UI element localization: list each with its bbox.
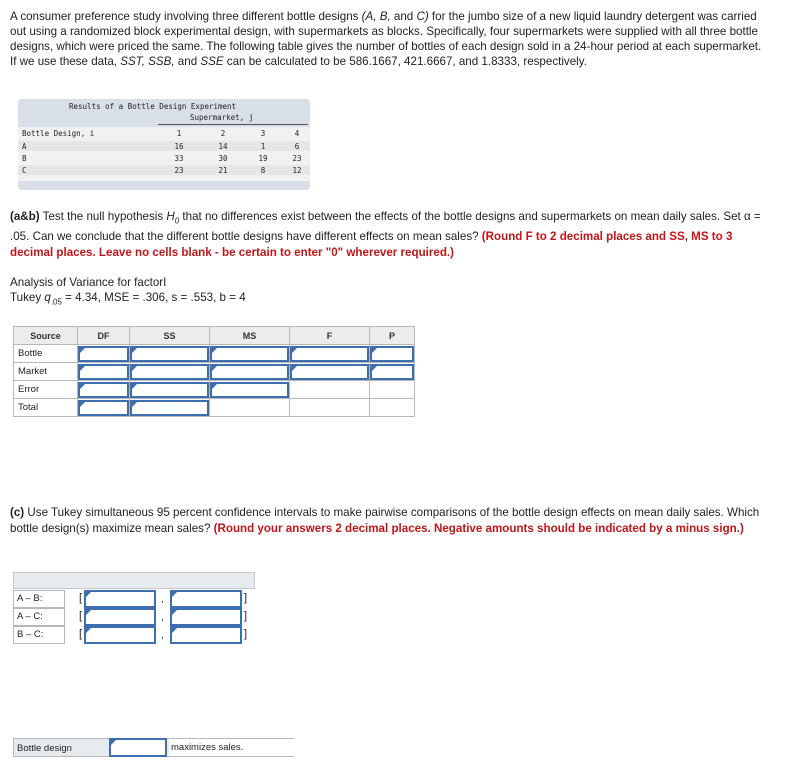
ms-market-input[interactable]	[210, 364, 289, 380]
ms-bottle-input[interactable]	[210, 346, 289, 362]
data-row	[18, 142, 310, 153]
p-bottle-input[interactable]	[370, 346, 414, 362]
col-ss: SS	[130, 327, 210, 345]
intro-text: A consumer preference study involving three different bottle designs	[10, 10, 362, 23]
ms-cell	[210, 363, 290, 381]
anova-row-total	[14, 399, 415, 417]
sst-ssb-label: SST, SSB,	[120, 55, 175, 68]
data-cell: 23	[292, 154, 302, 163]
ab-upper-input[interactable]	[170, 590, 242, 608]
anova-header-row	[14, 327, 415, 345]
ac-lower-input[interactable]	[84, 608, 156, 626]
ss-error-input[interactable]	[130, 382, 209, 398]
data-cell: 14	[218, 142, 228, 151]
column-header: 4	[294, 129, 300, 138]
intro-text-2: for the jumbo size of a new liquid laundry detergent was carried out using a randomized block experimental design, with supermarkets as blocks. Specifically, four supermarkets were supplied with all three bottle designs, which were priced the same. The following table gives the number of bottles of each design sold in a 24-hour period at each supermarket. If we use these data,	[10, 10, 762, 68]
open-bracket: [	[79, 628, 83, 640]
intro-and-2: and	[174, 55, 201, 68]
tukey-label: Tukey	[10, 291, 45, 304]
comma: ,	[161, 594, 164, 605]
empty-cell	[370, 381, 415, 399]
best-design-select[interactable]	[109, 738, 167, 757]
tukey-header-bar	[13, 572, 255, 589]
p-market-input[interactable]	[370, 364, 414, 380]
bc-upper-input[interactable]	[170, 626, 242, 644]
df-cell	[78, 381, 130, 399]
data-cell: 21	[218, 166, 228, 175]
df-cell	[78, 345, 130, 363]
column-header: 3	[260, 129, 266, 138]
col-p: P	[370, 327, 415, 345]
data-cell: 8	[260, 166, 266, 175]
ms-cell	[210, 345, 290, 363]
open-bracket: [	[79, 610, 83, 622]
data-row	[18, 166, 310, 177]
p-cell	[370, 363, 415, 381]
data-table-caption: Results of a Bottle Design Experiment	[69, 102, 237, 111]
anova-row-error	[14, 381, 415, 399]
ms-cell	[210, 381, 290, 399]
ss-cell	[130, 381, 210, 399]
anova-info	[10, 275, 246, 309]
comma: ,	[161, 612, 164, 623]
design-label: C	[22, 166, 27, 175]
design-label-c: C)	[416, 10, 429, 23]
bottle-design-data-table	[18, 99, 310, 190]
f-cell	[290, 363, 370, 381]
empty-cell	[290, 381, 370, 399]
best-design-row	[13, 738, 294, 757]
comparison-label: A – B:	[13, 590, 65, 608]
ss-total-input[interactable]	[130, 400, 209, 416]
ac-upper-input[interactable]	[170, 608, 242, 626]
col-source: Source	[14, 327, 78, 345]
data-row	[18, 154, 310, 165]
design-labels: (A, B,	[361, 10, 394, 23]
tukey-line	[10, 290, 246, 309]
intro-and: and	[393, 10, 417, 23]
ss-market-input[interactable]	[130, 364, 209, 380]
df-bottle-input[interactable]	[78, 346, 129, 362]
data-cell: 16	[174, 142, 184, 151]
df-error-input[interactable]	[78, 382, 129, 398]
close-bracket: ]	[244, 592, 248, 604]
design-label: B	[22, 154, 27, 163]
part-ab-question	[10, 209, 770, 261]
part-c-instructions: (Round your answers 2 decimal places. Negative amounts should be indicated by a minus sign.)	[213, 522, 744, 535]
col-f: F	[290, 327, 370, 345]
source-label: Market	[14, 363, 78, 381]
interval-row	[13, 608, 255, 626]
ab-lower-input[interactable]	[84, 590, 156, 608]
ss-cell	[130, 399, 210, 417]
problem-intro	[10, 9, 770, 69]
column-header: 2	[220, 129, 226, 138]
ss-cell	[130, 345, 210, 363]
tukey-intervals-table	[13, 572, 255, 644]
null-hypothesis-symbol: H	[166, 210, 175, 223]
part-c-question	[10, 505, 770, 537]
f-bottle-input[interactable]	[290, 346, 369, 362]
header-rule	[158, 124, 308, 125]
ms-error-input[interactable]	[210, 382, 289, 398]
p-cell	[370, 345, 415, 363]
best-design-label: Bottle design	[17, 743, 72, 754]
ss-cell	[130, 363, 210, 381]
ss-bottle-input[interactable]	[130, 346, 209, 362]
part-ab-text: Test the null hypothesis	[39, 210, 167, 223]
f-cell	[290, 345, 370, 363]
tukey-values: = 4.34, MSE = .306, s = .553, b = 4	[61, 291, 246, 304]
bc-lower-input[interactable]	[84, 626, 156, 644]
q-symbol: q	[44, 291, 51, 304]
col-ms: MS	[210, 327, 290, 345]
open-bracket: [	[79, 592, 83, 604]
anova-row-bottle	[14, 345, 415, 363]
row-label-header: Bottle Design, i	[22, 129, 95, 138]
part-ab-label: (a&b)	[10, 210, 40, 223]
anova-table	[13, 326, 415, 417]
null-hypothesis-subscript: 0	[174, 216, 180, 226]
data-cell: 1	[260, 142, 266, 151]
df-total-input[interactable]	[78, 400, 129, 416]
source-label: Error	[14, 381, 78, 399]
part-c-label: (c)	[10, 506, 25, 519]
design-label: A	[22, 142, 27, 151]
interval-row	[13, 590, 255, 608]
data-cell: 33	[174, 154, 184, 163]
data-cell: 23	[174, 166, 184, 175]
comparison-label: A – C:	[13, 608, 65, 626]
df-market-input[interactable]	[78, 364, 129, 380]
maximizes-sales-text: maximizes sales.	[169, 739, 294, 756]
data-cell: 19	[258, 154, 268, 163]
sse-label: SSE	[200, 55, 224, 68]
f-market-input[interactable]	[290, 364, 369, 380]
comparison-label: B – C:	[13, 626, 65, 644]
part-ab-instructions: (Round F to 2 decimal places and SS, MS to 3 decimal places. Leave no cells blank - be certain to enter "0" wherever required.)	[10, 230, 733, 260]
data-cell: 12	[292, 166, 302, 175]
part-ab-text-3: . Can we conclude that the different bottle designs have different effects on mean sales?	[26, 230, 482, 244]
part-c-text: Use Tukey simultaneous 95 percent confidence intervals to make pairwise comparisons of the bottle design effects on mean daily sales. Which bottle design(s) maximize mean sales?	[10, 506, 760, 535]
anova-row-market	[14, 363, 415, 381]
anova-title: Analysis of Variance for factorI	[10, 276, 167, 289]
q-subscript: .05	[50, 297, 62, 307]
comma: ,	[161, 630, 164, 641]
close-bracket: ]	[244, 628, 248, 640]
column-header: 1	[176, 129, 182, 138]
source-label: Bottle	[14, 345, 78, 363]
empty-cell	[210, 399, 290, 417]
part-ab-text-2: that no differences exist between the effects of the bottle designs and supermarkets on mean daily sales. Set	[179, 210, 744, 223]
interval-row	[13, 626, 255, 644]
df-cell	[78, 363, 130, 381]
intro-text-3: can be calculated to be 586.1667, 421.6667, and 1.8333, respectively.	[223, 55, 587, 68]
data-cell: 6	[294, 142, 300, 151]
column-header-row	[18, 129, 310, 140]
df-cell	[78, 399, 130, 417]
empty-cell	[290, 399, 370, 417]
source-label: Total	[14, 399, 78, 417]
col-df: DF	[78, 327, 130, 345]
close-bracket: ]	[244, 610, 248, 622]
data-cell: 30	[218, 154, 228, 163]
empty-cell	[370, 399, 415, 417]
data-table-footer	[18, 181, 310, 190]
alpha-value: α = .05	[10, 210, 761, 244]
block-label: Supermarket, j	[190, 113, 254, 122]
